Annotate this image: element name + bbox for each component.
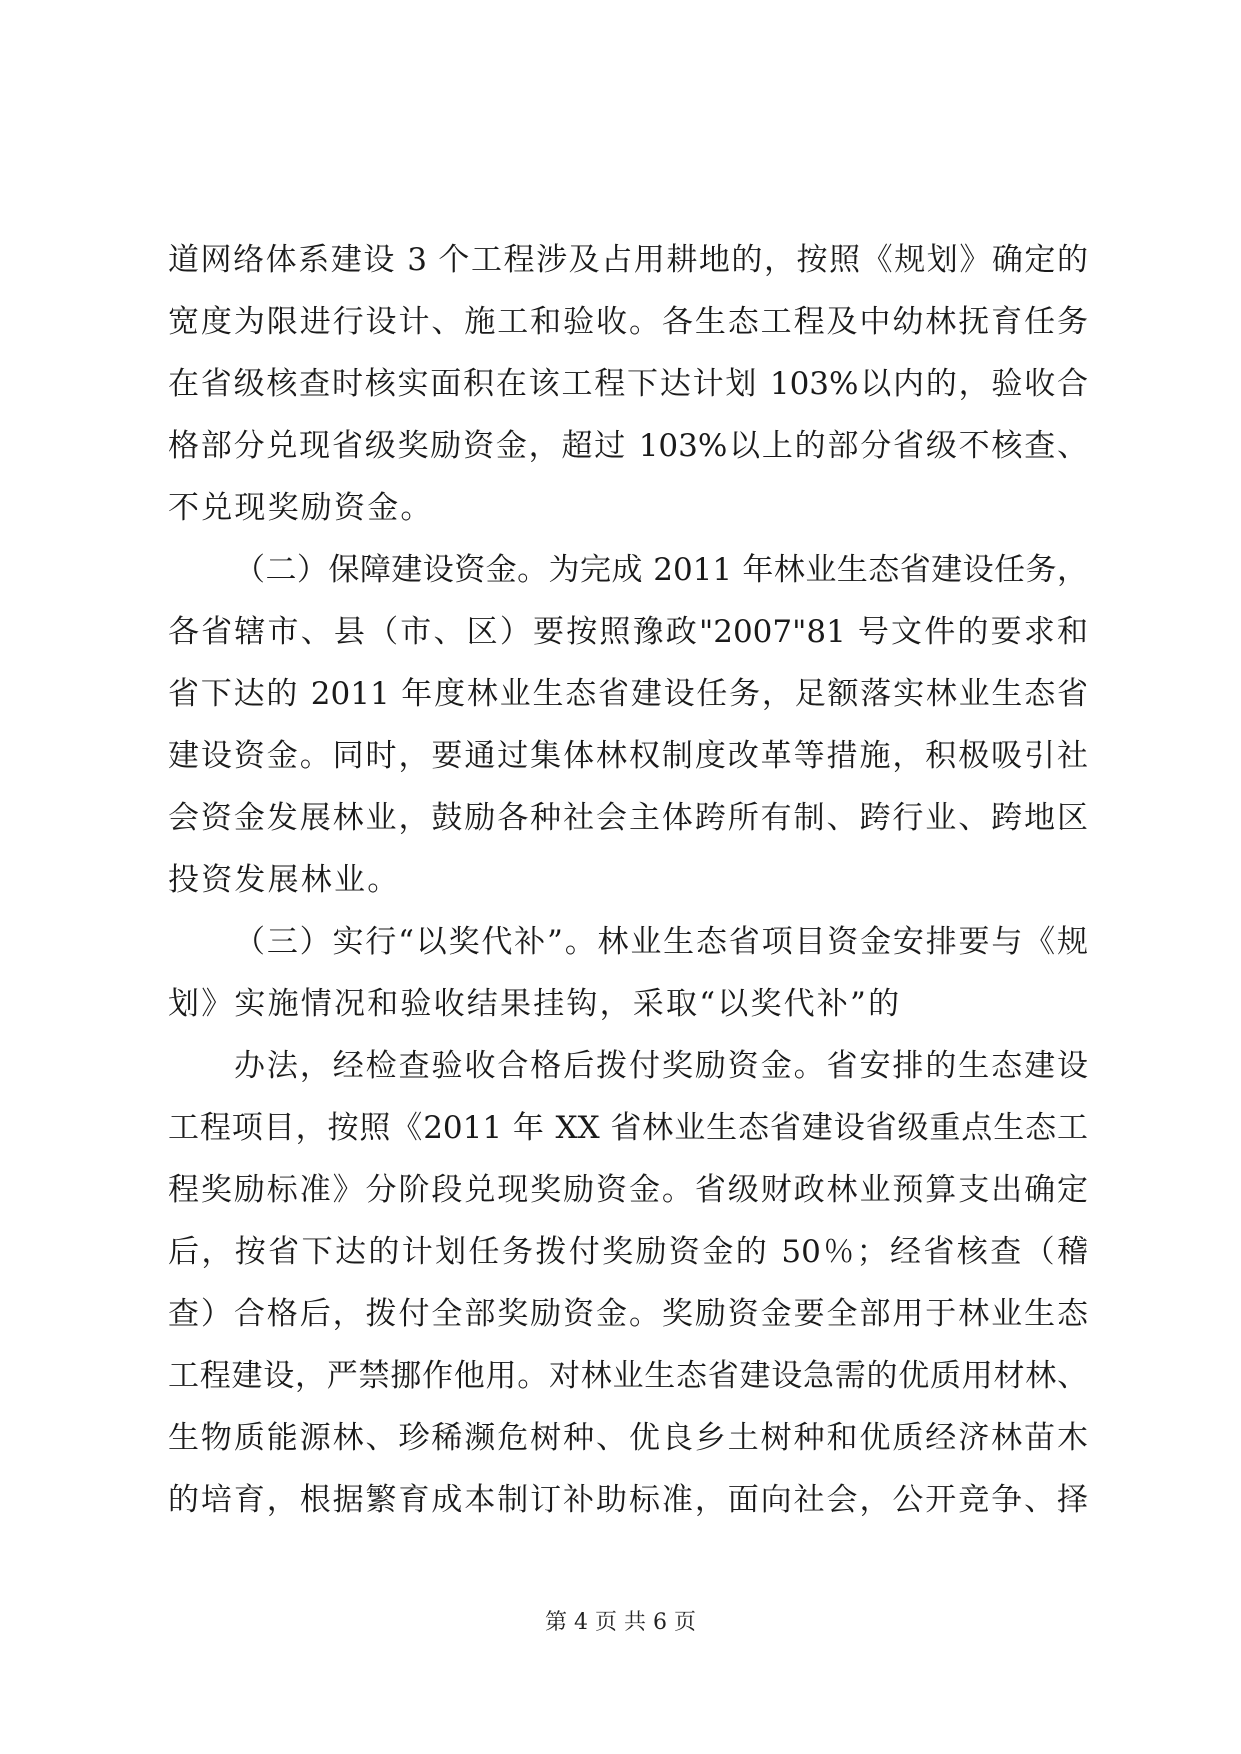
text-line: 会资金发展林业，鼓励各种社会主体跨所有制、跨行业、跨地区 <box>168 800 1088 836</box>
text-line: 省下达的 2011 年度林业生态省建设任务，足额落实林业生态省 <box>168 676 1088 712</box>
text-line: 工程项目，按照《2011 年 XX 省林业生态省建设省级重点生态工 <box>168 1110 1088 1146</box>
text-line: 各省辖市、县（市、区）要按照豫政"2007"81 号文件的要求和 <box>168 614 1088 650</box>
text-line: 宽度为限进行设计、施工和验收。各生态工程及中幼林抚育任务 <box>168 304 1088 340</box>
section-heading-line: （三）实行“以奖代补”。林业生态省项目资金安排要与《规 <box>234 924 1088 960</box>
text-line: 查）合格后，拨付全部奖励资金。奖励资金要全部用于林业生态 <box>168 1296 1088 1332</box>
text-line: 不兑现奖励资金。 <box>168 490 434 526</box>
text-line: 投资发展林业。 <box>168 862 401 898</box>
text-line: 道网络体系建设 3 个工程涉及占用耕地的，按照《规划》确定的 <box>168 242 1088 278</box>
text-line: 格部分兑现省级奖励资金，超过 103%以上的部分省级不核查、 <box>168 428 1088 464</box>
text-line: 在省级核查时核实面积在该工程下达计划 103%以内的，验收合 <box>168 366 1088 402</box>
text-line: 后，按省下达的计划任务拨付奖励资金的 50％；经省核查（稽 <box>168 1234 1088 1270</box>
text-line: 的培育，根据繁育成本制订补助标准，面向社会，公开竞争、择 <box>168 1482 1088 1518</box>
text-line: 工程建设，严禁挪作他用。对林业生态省建设急需的优质用材林、 <box>168 1358 1088 1394</box>
section-heading-line: （二）保障建设资金。为完成 2011 年林业生态省建设任务， <box>234 552 1088 588</box>
text-line: 划》实施情况和验收结果挂钩，采取“以奖代补”的 <box>168 986 902 1022</box>
text-line: 程奖励标准》分阶段兑现奖励资金。省级财政林业预算支出确定 <box>168 1172 1088 1208</box>
paragraph-start-line: 办法，经检查验收合格后拨付奖励资金。省安排的生态建设 <box>234 1048 1088 1084</box>
text-line: 建设资金。同时，要通过集体林权制度改革等措施，积极吸引社 <box>168 738 1088 774</box>
text-line: 生物质能源林、珍稀濒危树种、优良乡土树种和优质经济林苗木 <box>168 1420 1088 1456</box>
page-number-footer: 第 4 页 共 6 页 <box>545 1610 696 1635</box>
